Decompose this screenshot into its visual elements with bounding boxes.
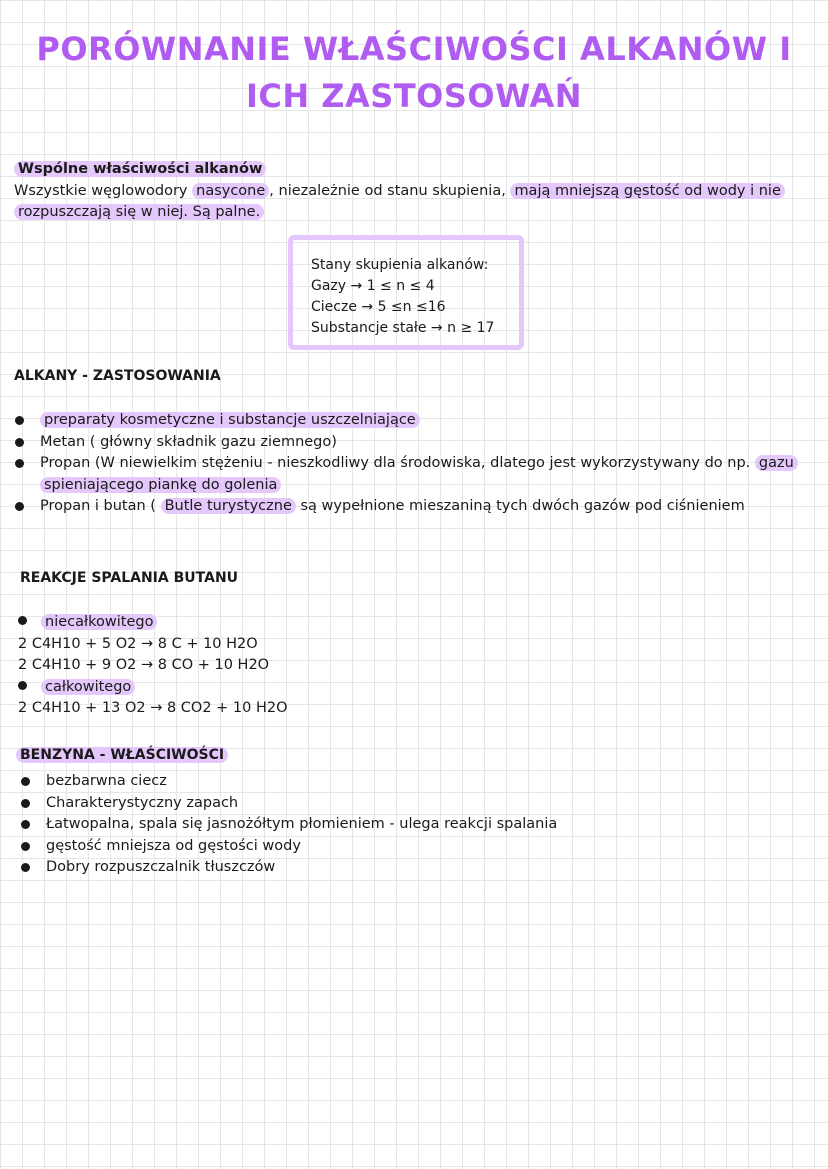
combustion-block — [18, 612, 518, 720]
incomplete-label: niecałkowitego — [41, 614, 157, 630]
states-box — [288, 235, 524, 350]
equation-3: 2 C4H10 + 13 O2 → 8 CO2 + 10 H2O — [18, 700, 288, 716]
equation-1: 2 C4H10 + 5 O2 → 8 C + 10 H2O — [18, 635, 258, 652]
list-item: gęstość mniejsza od gęstości wody — [20, 836, 800, 858]
equation-2: 2 C4H10 + 9 O2 → 8 CO + 10 H2O — [18, 657, 270, 673]
states-gases: Gazy → 1 ≤ n ≤ 4 — [311, 278, 435, 294]
gasoline-heading: BENZYNA - WŁAŚCIWOŚCI — [16, 747, 228, 763]
page-title: PORÓWNANIE WŁAŚCIWOŚCI ALKANÓW I ICH ZASTOSOWAŃ — [36, 30, 792, 115]
bullet-icon — [18, 616, 27, 625]
combustion-heading: REAKCJE SPALANIA BUTANU — [20, 570, 239, 586]
common-text — [14, 181, 804, 224]
complete-label: całkowitego — [41, 679, 135, 695]
common-text-3: , niezależnie od stanu skupienia, — [269, 182, 511, 199]
list-item: preparaty kosmetyczne i substancje uszczelniające — [14, 410, 804, 432]
states-heading: Stany skupienia alkanów: — [311, 257, 489, 273]
common-text-1: Wszystkie węglowodory — [14, 182, 193, 199]
states-solids: Substancje stałe → n ≥ 17 — [311, 320, 495, 336]
bullet-icon — [18, 681, 27, 690]
common-text-nasycone: nasycone — [192, 183, 269, 199]
common-properties — [14, 159, 804, 224]
gasoline-list — [20, 771, 800, 879]
states-liquids: Ciecze → 5 ≤n ≤16 — [311, 299, 446, 315]
common-text-highlight: mają mniejszą gęstość od wody i nie rozpuszczają się w niej. Są palne. — [14, 183, 785, 221]
list-item: Propan (W niewielkim stężeniu - nieszkodliwy dla środowiska, dlatego jest wykorzystywany do np. gazu spieniającego piankę do golenia — [14, 453, 804, 496]
list-item: bezbarwna ciecz — [20, 771, 800, 793]
list-item: Charakterystyczny zapach — [20, 793, 800, 815]
list-item: Dobry rozpuszczalnik tłuszczów — [20, 857, 800, 879]
uses-list — [14, 410, 804, 518]
list-item: Łatwopalna, spala się jasnożółtym płomieniem - ulega reakcji spalania — [20, 814, 800, 836]
list-item: Metan ( główny składnik gazu ziemnego) — [14, 432, 804, 454]
uses-heading: ALKANY - ZASTOSOWANIA — [14, 368, 221, 384]
common-heading: Wspólne właściwości alkanów — [14, 161, 266, 177]
list-item: Propan i butan ( Butle turystyczne są wypełnione mieszaniną tych dwóch gazów pod ciśnieniem — [14, 496, 804, 518]
